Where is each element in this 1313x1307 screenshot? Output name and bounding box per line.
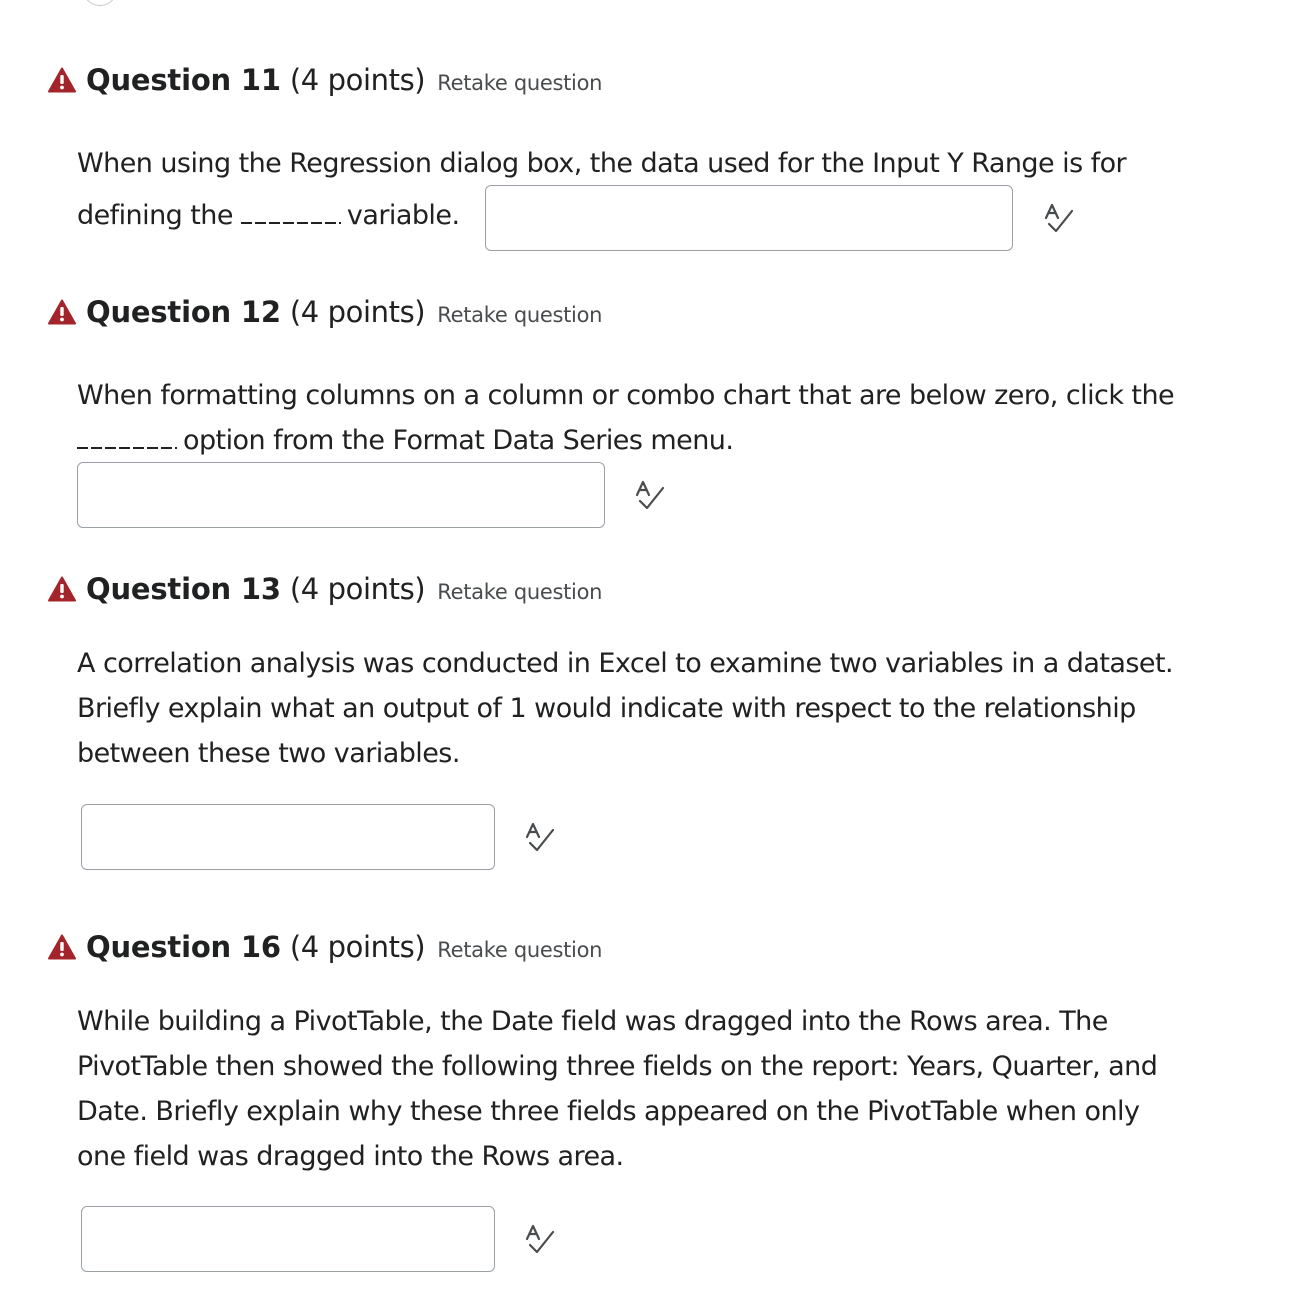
retake-question-link[interactable]: Retake question: [437, 579, 603, 604]
fill-in-blank: [77, 447, 177, 449]
warning-triangle-icon: [48, 934, 76, 960]
question-points: (4 points): [289, 63, 426, 97]
question-text-line: option from the Format Data Series menu.: [183, 425, 734, 456]
question-number: Question 13: [86, 572, 281, 606]
question-16-header: [48, 927, 602, 967]
question-16-answer-field[interactable]: [81, 1206, 495, 1272]
warning-triangle-icon: [48, 67, 76, 93]
question-points: (4 points): [289, 930, 426, 964]
spellcheck-icon[interactable]: [524, 821, 556, 853]
question-12-header: [48, 292, 602, 332]
question-11-header: [48, 60, 602, 100]
top-scroll-indicator: [84, 0, 116, 6]
question-text-line: When formatting columns on a column or combo chart that are below zero, click the: [77, 380, 1175, 411]
question-number: Question 12: [86, 295, 281, 329]
retake-question-link[interactable]: Retake question: [437, 937, 603, 962]
question-16-text: [77, 999, 1157, 1179]
question-text-line: When using the Regression dialog box, the data used for the Input Y Range is for: [77, 148, 1127, 179]
question-13-header: [48, 569, 602, 609]
question-11-answer-field[interactable]: [485, 185, 1013, 251]
fill-in-blank: [241, 222, 341, 224]
question-text-line: variable.: [346, 200, 460, 231]
question-12-text: [77, 373, 1174, 463]
question-12-answer-field[interactable]: [77, 462, 605, 528]
question-text-line: between these two variables.: [77, 738, 460, 769]
question-text-line: defining the: [77, 200, 233, 231]
question-text-line: While building a PivotTable, the Date field was dragged into the Rows area. The: [77, 1006, 1108, 1037]
retake-question-link[interactable]: Retake question: [437, 70, 603, 95]
question-number: Question 11: [86, 63, 281, 97]
warning-triangle-icon: [48, 576, 76, 602]
spellcheck-icon[interactable]: [524, 1223, 556, 1255]
question-text-line: Date. Briefly explain why these three fields appeared on the PivotTable when only: [77, 1096, 1140, 1127]
question-13-text: [77, 641, 1173, 776]
retake-question-link[interactable]: Retake question: [437, 302, 603, 327]
question-points: (4 points): [289, 572, 426, 606]
question-text-line: Briefly explain what an output of 1 would indicate with respect to the relationship: [77, 693, 1136, 724]
spellcheck-icon[interactable]: [634, 479, 666, 511]
spellcheck-icon[interactable]: [1043, 202, 1075, 234]
question-13-answer-field[interactable]: [81, 804, 495, 870]
question-text-line: one field was dragged into the Rows area.: [77, 1141, 624, 1172]
question-text-line: PivotTable then showed the following three fields on the report: Years, Quarter, and: [77, 1051, 1158, 1082]
question-text-line: A correlation analysis was conducted in Excel to examine two variables in a dataset.: [77, 648, 1174, 679]
question-number: Question 16: [86, 930, 281, 964]
warning-triangle-icon: [48, 299, 76, 325]
question-points: (4 points): [289, 295, 426, 329]
